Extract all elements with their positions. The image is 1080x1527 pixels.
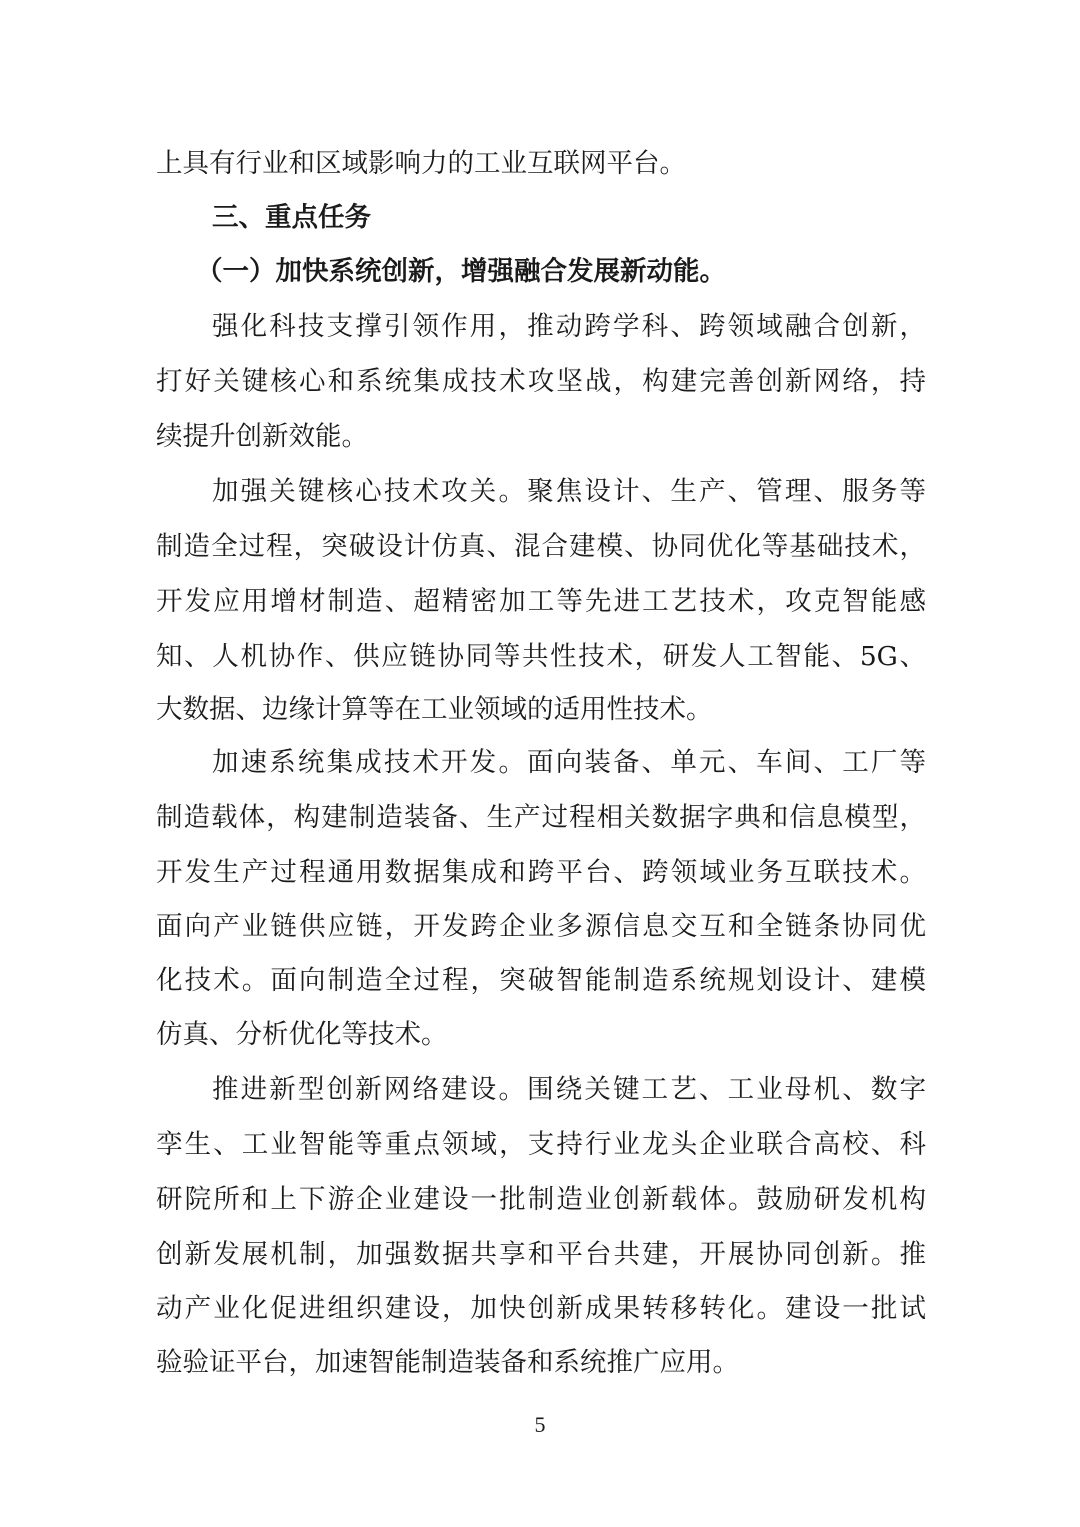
subsection-heading: （一）加快系统创新，增强融合发展新动能。 (196, 256, 726, 287)
paragraph-line: 加速系统集成技术开发。面向装备、单元、车间、工厂等 (212, 747, 926, 778)
paragraph-line: 面向产业链供应链，开发跨企业多源信息交互和全链条协同优 (156, 911, 926, 942)
paragraph-line: 化技术。面向制造全过程，突破智能制造系统规划设计、建模 (156, 965, 926, 996)
paragraph-line: 大数据、边缘计算等在工业领域的适用性技术。 (156, 694, 713, 725)
paragraph-line: 仿真、分析优化等技术。 (156, 1019, 448, 1050)
paragraph-line: 验验证平台，加速智能制造装备和系统推广应用。 (156, 1347, 739, 1378)
paragraph-line: 研院所和上下游企业建设一批制造业创新载体。鼓励研发机构 (156, 1184, 926, 1215)
paragraph-line: 知、人机协作、供应链协同等共性技术，研发人工智能、5G、 (156, 641, 926, 672)
paragraph-line: 强化科技支撑引领作用，推动跨学科、跨领域融合创新， (212, 311, 926, 342)
paragraph-line: 打好关键核心和系统集成技术攻坚战，构建完善创新网络，持 (156, 366, 926, 397)
paragraph-line: 制造载体，构建制造装备、生产过程相关数据字典和信息模型， (156, 802, 926, 833)
paragraph-line: 推进新型创新网络建设。围绕关键工艺、工业母机、数字 (212, 1074, 926, 1105)
paragraph-line: 开发生产过程通用数据集成和跨平台、跨领域业务互联技术。 (156, 857, 926, 888)
section-heading: 三、重点任务 (212, 202, 371, 233)
paragraph-line: 孪生、工业智能等重点领域，支持行业龙头企业联合高校、科 (156, 1129, 926, 1160)
paragraph-line: 开发应用增材制造、超精密加工等先进工艺技术，攻克智能感 (156, 586, 926, 617)
paragraph-line: 制造全过程，突破设计仿真、混合建模、协同优化等基础技术， (156, 531, 926, 562)
paragraph-line: 动产业化促进组织建设，加快创新成果转移转化。建设一批试 (156, 1293, 926, 1324)
paragraph-line: 加强关键核心技术攻关。聚焦设计、生产、管理、服务等 (212, 476, 926, 507)
paragraph-line: 创新发展机制，加强数据共享和平台共建，开展协同创新。推 (156, 1239, 926, 1270)
page-number: 5 (534, 1412, 546, 1437)
paragraph-line: 续提升创新效能。 (156, 421, 368, 452)
body-text-line: 上具有行业和区域影响力的工业互联网平台。 (156, 148, 686, 179)
